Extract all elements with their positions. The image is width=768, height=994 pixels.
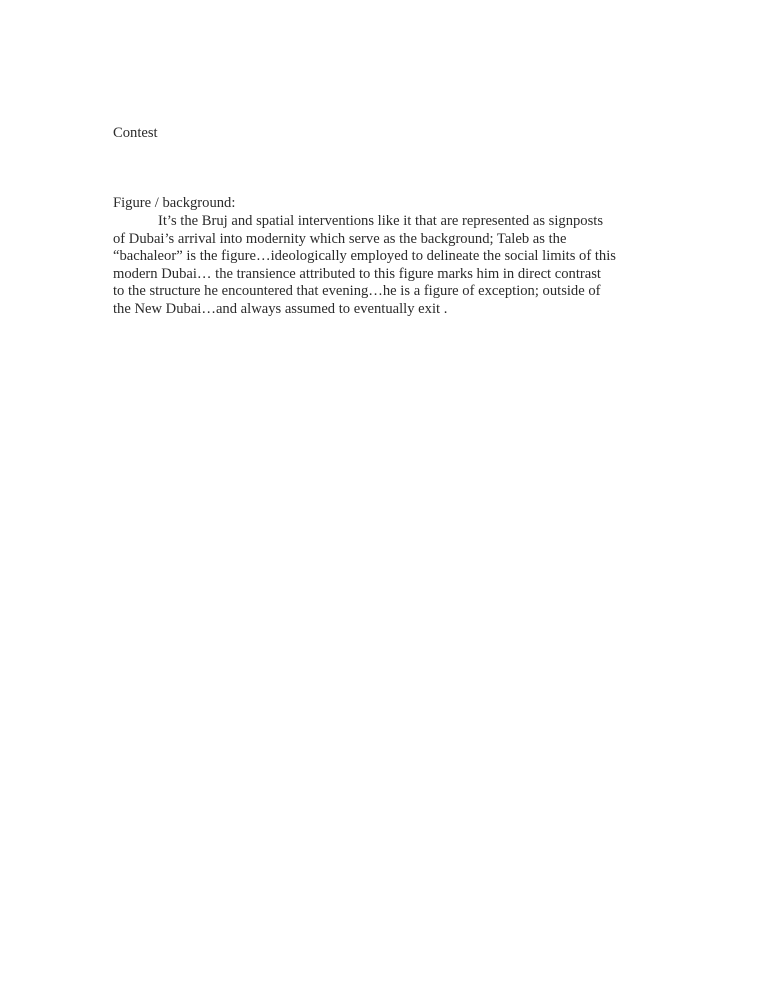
document-heading: Contest [113, 125, 158, 141]
paragraph-line: of Dubai’s arrival into modernity which serve as the background; Taleb as the [113, 230, 567, 247]
paragraph-line: It’s the Bruj and spatial interventions like it that are represented as signposts [158, 213, 604, 229]
paragraph-line: the New Dubai…and always assumed to eventually exit . [113, 300, 448, 317]
paragraph-line: “bachaleor” is the figure…ideologically employed to delineate the social limits of this [113, 248, 616, 265]
paragraph-line: modern Dubai… the transience attributed to this figure marks him in direct contrast [113, 265, 601, 282]
paragraph-line: to the structure he encountered that evening…he is a figure of exception; outside of [113, 283, 601, 300]
body-paragraph [113, 213, 658, 319]
section-title: Figure / background: [113, 195, 236, 211]
